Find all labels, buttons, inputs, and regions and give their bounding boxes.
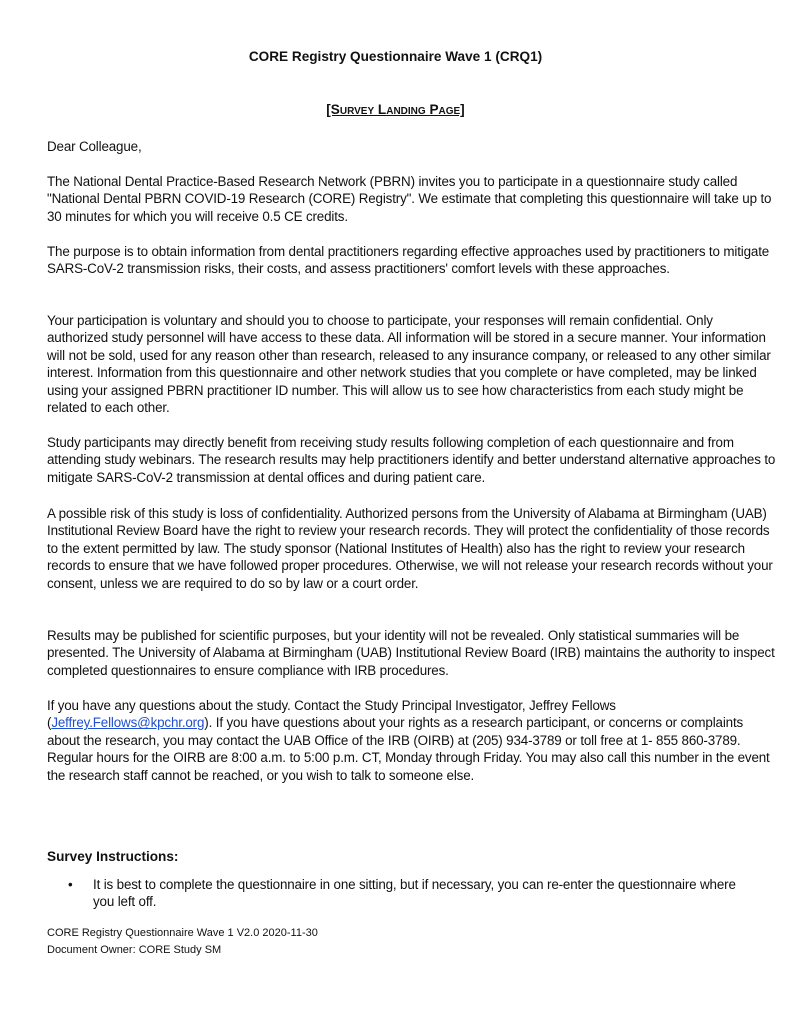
- document-subtitle: [Survey Landing Page]: [326, 102, 465, 117]
- paragraph-results: Results may be published for scientific purposes, but your identity will not be revealed. Only statistical summaries will be presented. The University of Alabama at Birmingham (UAB) Institutional Review Board (IRB) maintains the authority to inspect completed questionnaires to ensure compliance with IRB procedures.: [47, 628, 775, 678]
- contact-text-after: ). If you have questions about your rights as a research participant, or concerns or complaints about the research, you may contact the UAB Office of the IRB (OIRB) at (205) 934-3789 or toll free at 1- 855 860-3789. Regular hours for the OIRB are 8:00 a.m. to 5:00 p.m. CT, Monday through Friday. You may also call this number in the event the research staff cannot be reached, or you wish to talk to someone else.: [47, 715, 770, 783]
- salutation: Dear Colleague,: [47, 139, 142, 154]
- contact-text-before: If you have any questions about the study. Contact the Study Principal Investigator, Jeffrey Fellows (: [47, 698, 616, 731]
- instruction-text: It is best to complete the questionnaire in one sitting, but if necessary, you can re-enter the questionnaire where you left off.: [93, 877, 736, 910]
- paragraph-confidentiality: Your participation is voluntary and should you to choose to participate, your responses will remain confidential. Only authorized study personnel will have access to these data. All information will be stored in a secure manner. Your information will not be sold, used for any reason other than research, released to any insurance company, or released to any other similar interest. Information from this questionnaire and other network studies that you complete or have completed, may be linked using your assigned PBRN practitioner ID number. This will allow us to see how characteristics from each study might be related to each other.: [47, 313, 771, 416]
- instruction-bullet-item: [68, 876, 748, 911]
- footer-owner-line: Document Owner: CORE Study SM: [47, 943, 222, 956]
- paragraph-risks: A possible risk of this study is loss of confidentiality. Authorized persons from the University of Alabama at Birmingham (UAB) Institutional Review Board have the right to review your research records. They will protect the confidentiality of those records to the extent permitted by law. The study sponsor (National Institutes of Health) also has the right to review your research records to ensure that we have followed proper procedures. Otherwise, we will not release your research records without your consent, unless we are required to do so by law or a court order.: [47, 506, 773, 591]
- paragraph-purpose: The purpose is to obtain information from dental practitioners regarding effective approaches used by practitioners to mitigate SARS-CoV-2 transmission risks, their costs, and assess practitioners' comfort levels with these approaches.: [47, 244, 770, 277]
- paragraph-invitation: The National Dental Practice-Based Research Network (PBRN) invites you to participate in a questionnaire study called "National Dental PBRN COVID-19 Research (CORE) Registry". We estimate that completing this questionnaire will take up to 30 minutes for which you will receive 0.5 CE credits.: [47, 174, 772, 224]
- paragraph-contact: [47, 697, 777, 784]
- survey-instructions-heading: Survey Instructions:: [47, 849, 179, 864]
- pi-email-link[interactable]: Jeffrey.Fellows@kpchr.org: [51, 715, 205, 731]
- paragraph-benefits: Study participants may directly benefit from receiving study results following completion of each questionnaire and from attending study webinars. The research results may help practitioners identify and better understand alternative approaches to mitigate SARS-CoV-2 transmission at dental offices and during patient care.: [47, 435, 776, 485]
- footer-version-line: CORE Registry Questionnaire Wave 1 V2.0 2020-11-30: [47, 927, 318, 939]
- document-footer: [47, 925, 318, 958]
- bullet-icon: •: [68, 877, 73, 892]
- document-title: CORE Registry Questionnaire Wave 1 (CRQ1): [248, 49, 543, 64]
